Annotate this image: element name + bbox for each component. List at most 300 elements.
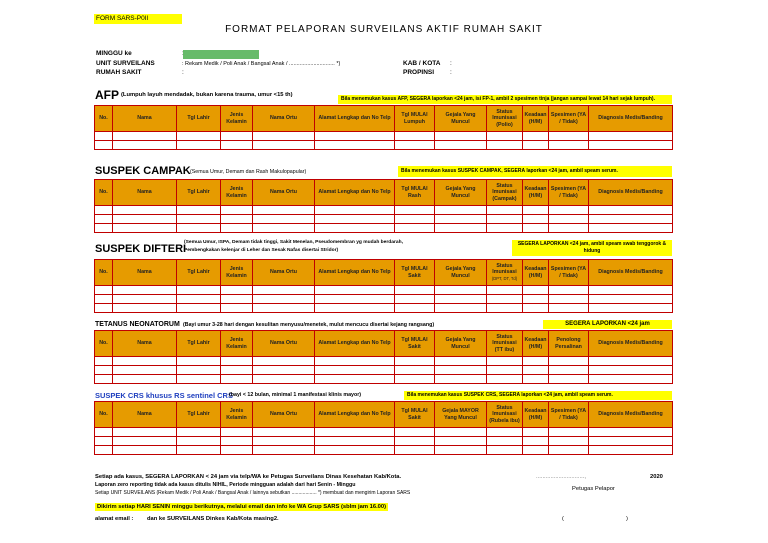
cell-tgl-mulai[interactable] — [395, 304, 435, 313]
column-header-tgl-lahir — [177, 180, 221, 206]
cell-spesimen[interactable] — [549, 224, 589, 233]
cell-tgl-mulai[interactable] — [395, 295, 435, 304]
cell-alamat[interactable] — [315, 375, 395, 384]
cell-alamat[interactable] — [315, 428, 395, 437]
cell-nama-ortu[interactable] — [253, 206, 315, 215]
cell-nama[interactable] — [113, 437, 177, 446]
column-header-label: Diagnosis Medis/Banding — [598, 269, 663, 276]
table-row — [95, 375, 673, 384]
cell-spesimen[interactable] — [549, 295, 589, 304]
cell-tgl-lahir[interactable] — [177, 366, 221, 375]
cell-tgl-lahir[interactable] — [177, 304, 221, 313]
cell-nama-ortu[interactable] — [253, 224, 315, 233]
cell-keadaan[interactable] — [523, 215, 549, 224]
cell-diagnosis[interactable] — [589, 141, 673, 150]
minggu-label: MINGGU ke — [96, 50, 132, 57]
cell-alamat[interactable] — [315, 304, 395, 313]
column-header-jenis-kelamin — [221, 180, 253, 206]
cell-nama[interactable] — [113, 357, 177, 366]
cell-nama[interactable] — [113, 132, 177, 141]
cell-keadaan[interactable] — [523, 304, 549, 313]
cell-tgl-mulai[interactable] — [395, 366, 435, 375]
column-header-label: Nama Ortu — [269, 115, 298, 122]
column-header-nama-ortu — [253, 331, 315, 357]
campak-note: Bila menemukan kasus SUSPEK CAMPAK, SEGERA laporkan <24 jam, ambil speam serum. — [398, 166, 672, 177]
column-header-keadaan — [523, 106, 549, 132]
cell-tgl-lahir[interactable] — [177, 224, 221, 233]
cell-diagnosis[interactable] — [589, 224, 673, 233]
cell-no[interactable] — [95, 215, 113, 224]
column-header-label: Gejala Yang Muncul — [445, 186, 476, 199]
column-header-label: Status Imunisasi (Rubela ibu) — [489, 404, 520, 424]
crs-title: SUSPEK CRS khusus RS sentinel CRS — [95, 391, 233, 400]
column-header-jenis-kelamin — [221, 331, 253, 357]
cell-diagnosis[interactable] — [589, 437, 673, 446]
cell-gejala[interactable] — [435, 215, 487, 224]
column-header-label: Spesimen (YA / Tidak) — [550, 112, 587, 125]
kab-label: KAB / KOTA — [403, 60, 441, 67]
column-header-spesimen — [549, 402, 589, 428]
cell-alamat[interactable] — [315, 295, 395, 304]
cell-diagnosis[interactable] — [589, 132, 673, 141]
tetanus-subtitle: (Bayi umur 3-28 hari dengan kesulitan menyusu/menetek, mulut mencucu disertai kejang rangsang) — [183, 322, 435, 328]
cell-spesimen[interactable] — [549, 366, 589, 375]
cell-jenis-kelamin[interactable] — [221, 215, 253, 224]
cell-jenis-kelamin[interactable] — [221, 428, 253, 437]
cell-nama[interactable] — [113, 224, 177, 233]
cell-gejala[interactable] — [435, 375, 487, 384]
cell-tgl-lahir[interactable] — [177, 437, 221, 446]
cell-gejala[interactable] — [435, 206, 487, 215]
crs-report-table — [94, 401, 673, 455]
column-header-nama-ortu — [253, 180, 315, 206]
column-header-label: Tgl Lahir — [187, 269, 210, 276]
cell-gejala[interactable] — [435, 295, 487, 304]
footer-email-label: alamat email : — [95, 516, 134, 522]
cell-status-imunisasi[interactable] — [487, 206, 523, 215]
cell-nama[interactable] — [113, 286, 177, 295]
cell-alamat[interactable] — [315, 206, 395, 215]
cell-status-imunisasi[interactable] — [487, 215, 523, 224]
column-header-label: Nama — [137, 189, 152, 196]
column-header-status-imunisasi — [487, 106, 523, 132]
column-header-alamat — [315, 106, 395, 132]
footer-line3: Setiap UNIT SURVEILANS (Rekam Medik / Poli Anak / Bangsal Anak / lainnya sebutkan .................. *) membuat dan mengirim Laporan SARS — [95, 490, 411, 496]
cell-tgl-mulai[interactable] — [395, 357, 435, 366]
cell-nama-ortu[interactable] — [253, 215, 315, 224]
column-header-spesimen — [549, 331, 589, 357]
cell-gejala[interactable] — [435, 141, 487, 150]
cell-spesimen[interactable] — [549, 437, 589, 446]
cell-status-imunisasi[interactable] — [487, 304, 523, 313]
rs-label: RUMAH SAKIT — [96, 69, 142, 76]
cell-status-imunisasi[interactable] — [487, 366, 523, 375]
cell-keadaan[interactable] — [523, 295, 549, 304]
cell-spesimen[interactable] — [549, 206, 589, 215]
difteri-title: SUSPEK DIFTERI — [95, 243, 187, 255]
column-header-nama — [113, 260, 177, 286]
cell-gejala[interactable] — [435, 132, 487, 141]
table-header-row — [95, 402, 673, 428]
cell-alamat[interactable] — [315, 141, 395, 150]
column-header-label: Status Imunisasi — [492, 262, 517, 276]
cell-no[interactable] — [95, 357, 113, 366]
cell-nama-ortu[interactable] — [253, 141, 315, 150]
column-header-gejala — [435, 106, 487, 132]
footer-line4: Dikirim setiap HARI SENIN minggu berikutnya, melalui email dan info ke WA Grup SARS (sblm jam 16.00) — [97, 504, 387, 510]
afp-note: Bila menemukan kasus AFP, SEGERA laporkan <24 jam, isi FP-1, ambil 2 spesimen tinja (jangan sampai lewat 14 hari sejak lumpuh). — [338, 95, 672, 104]
cell-spesimen[interactable] — [549, 446, 589, 455]
column-header-alamat — [315, 180, 395, 206]
column-header-label: Nama Ortu — [269, 340, 298, 347]
cell-status-imunisasi[interactable] — [487, 286, 523, 295]
cell-keadaan[interactable] — [523, 286, 549, 295]
column-header-label: Alamat Lengkap dan No Telp — [318, 411, 391, 418]
column-header-tgl-lahir — [177, 331, 221, 357]
campak-subtitle: (Semua Umur, Demam dan Rash Makulopapular) — [190, 169, 307, 175]
cell-jenis-kelamin[interactable] — [221, 224, 253, 233]
column-header-tgl-mulai — [395, 402, 435, 428]
table-row — [95, 215, 673, 224]
cell-keadaan[interactable] — [523, 132, 549, 141]
crs-subtitle: (bayi < 12 bulan, minimal 1 manifestasi klinis mayor) — [229, 392, 362, 398]
column-header-label: Nama Ortu — [269, 411, 298, 418]
difteri-note: SEGERA LAPORKAN <24 jam, ambil speam swab tenggorok & hidung — [512, 240, 672, 256]
cell-spesimen[interactable] — [549, 286, 589, 295]
column-header-label: Status Imunisasi (TT ibu) — [492, 333, 517, 353]
cell-tgl-lahir[interactable] — [177, 141, 221, 150]
cell-nama-ortu[interactable] — [253, 375, 315, 384]
cell-no[interactable] — [95, 366, 113, 375]
difteri-report-table — [94, 259, 673, 313]
cell-keadaan[interactable] — [523, 446, 549, 455]
cell-status-imunisasi[interactable] — [487, 132, 523, 141]
form-code: FORM SARS-P0II — [94, 14, 182, 24]
cell-jenis-kelamin[interactable] — [221, 295, 253, 304]
column-header-jenis-kelamin — [221, 260, 253, 286]
cell-tgl-mulai[interactable] — [395, 224, 435, 233]
table-row — [95, 428, 673, 437]
table-row — [95, 286, 673, 295]
cell-tgl-mulai[interactable] — [395, 375, 435, 384]
cell-tgl-lahir[interactable] — [177, 295, 221, 304]
sign-paren-close: ) — [626, 516, 628, 522]
kab-colon: : — [450, 60, 452, 67]
column-header-label: Gejala Yang Muncul — [445, 266, 476, 279]
column-header-spesimen — [549, 106, 589, 132]
cell-no[interactable] — [95, 375, 113, 384]
column-header-label: Jenis Kelamin — [226, 266, 247, 279]
column-header-no — [95, 331, 113, 357]
cell-nama[interactable] — [113, 428, 177, 437]
cell-no[interactable] — [95, 132, 113, 141]
cell-diagnosis[interactable] — [589, 286, 673, 295]
cell-spesimen[interactable] — [549, 132, 589, 141]
cell-tgl-mulai[interactable] — [395, 437, 435, 446]
cell-tgl-lahir[interactable] — [177, 428, 221, 437]
cell-diagnosis[interactable] — [589, 215, 673, 224]
cell-alamat[interactable] — [315, 366, 395, 375]
tetanus-note: SEGERA LAPORKAN <24 jam — [543, 320, 672, 329]
cell-no[interactable] — [95, 286, 113, 295]
cell-jenis-kelamin[interactable] — [221, 304, 253, 313]
table-row — [95, 437, 673, 446]
cell-gejala[interactable] — [435, 224, 487, 233]
cell-tgl-lahir[interactable] — [177, 132, 221, 141]
column-header-label: Alamat Lengkap dan No Telp — [318, 269, 391, 276]
cell-tgl-mulai[interactable] — [395, 206, 435, 215]
cell-alamat[interactable] — [315, 215, 395, 224]
column-header-label: Gejala Yang Muncul — [445, 112, 476, 125]
table-header-row — [95, 260, 673, 286]
cell-jenis-kelamin[interactable] — [221, 141, 253, 150]
column-header-nama-ortu — [253, 106, 315, 132]
column-header-label: Keadaan (H/M) — [524, 337, 547, 350]
cell-gejala[interactable] — [435, 437, 487, 446]
table-row — [95, 141, 673, 150]
cell-keadaan[interactable] — [523, 141, 549, 150]
cell-nama-ortu[interactable] — [253, 437, 315, 446]
table-header-row — [95, 331, 673, 357]
table-row — [95, 206, 673, 215]
cell-jenis-kelamin[interactable] — [221, 357, 253, 366]
cell-spesimen[interactable] — [549, 304, 589, 313]
column-header-label: Keadaan (H/M) — [524, 408, 547, 421]
cell-jenis-kelamin[interactable] — [221, 446, 253, 455]
cell-nama[interactable] — [113, 366, 177, 375]
column-header-label: Tgl Lahir — [187, 340, 210, 347]
column-header-tgl-mulai — [395, 331, 435, 357]
cell-nama-ortu[interactable] — [253, 286, 315, 295]
column-header-label: Nama Ortu — [269, 269, 298, 276]
column-header-label: Alamat Lengkap dan No Telp — [318, 340, 391, 347]
unit-value: : Rekam Medik / Poli Anak / Bangsal Anak / .............................. *) — [182, 61, 341, 67]
cell-no[interactable] — [95, 446, 113, 455]
cell-tgl-lahir[interactable] — [177, 357, 221, 366]
campak-report-table — [94, 179, 673, 233]
cell-nama[interactable] — [113, 295, 177, 304]
cell-nama-ortu[interactable] — [253, 428, 315, 437]
column-header-no — [95, 402, 113, 428]
column-header-nama-ortu — [253, 402, 315, 428]
column-header-keadaan — [523, 331, 549, 357]
column-header-label: Alamat Lengkap dan No Telp — [318, 115, 391, 122]
tetanus-report-table — [94, 330, 673, 384]
page-title: FORMAT PELAPORAN SURVEILANS AKTIF RUMAH SAKIT — [225, 24, 543, 35]
cell-jenis-kelamin[interactable] — [221, 132, 253, 141]
column-header-label: Diagnosis Medis/Banding — [598, 340, 663, 347]
cell-tgl-mulai[interactable] — [395, 215, 435, 224]
column-header-label: Tgl MULAI Sakit — [401, 337, 428, 350]
cell-tgl-mulai[interactable] — [395, 132, 435, 141]
cell-nama-ortu[interactable] — [253, 357, 315, 366]
cell-diagnosis[interactable] — [589, 357, 673, 366]
column-header-label: Tgl MULAI Lumpuh — [401, 112, 428, 125]
cell-status-imunisasi[interactable] — [487, 437, 523, 446]
difteri-table — [94, 259, 673, 313]
cell-nama[interactable] — [113, 215, 177, 224]
cell-gejala[interactable] — [435, 304, 487, 313]
cell-keadaan[interactable] — [523, 437, 549, 446]
column-header-label: Keadaan (H/M) — [524, 266, 547, 279]
cell-no[interactable] — [95, 437, 113, 446]
cell-gejala[interactable] — [435, 357, 487, 366]
difteri-subtitle-2: Pembengkakan kelenjar di Leher dan Sesak Nafas disertai Stridor) — [184, 248, 339, 253]
minggu-field[interactable] — [183, 50, 259, 59]
column-header-diagnosis — [589, 331, 673, 357]
cell-no[interactable] — [95, 141, 113, 150]
cell-jenis-kelamin[interactable] — [221, 366, 253, 375]
imunisasi-subnote: (DPT, DT, Td) — [491, 275, 518, 281]
cell-diagnosis[interactable] — [589, 206, 673, 215]
column-header-diagnosis — [589, 180, 673, 206]
cell-nama[interactable] — [113, 375, 177, 384]
column-header-tgl-lahir — [177, 260, 221, 286]
cell-gejala[interactable] — [435, 286, 487, 295]
cell-jenis-kelamin[interactable] — [221, 437, 253, 446]
column-header-label: Nama — [137, 411, 152, 418]
cell-keadaan[interactable] — [523, 357, 549, 366]
cell-status-imunisasi[interactable] — [487, 295, 523, 304]
column-header-spesimen — [549, 180, 589, 206]
cell-gejala[interactable] — [435, 446, 487, 455]
cell-tgl-lahir[interactable] — [177, 206, 221, 215]
column-header-alamat — [315, 402, 395, 428]
cell-tgl-lahir[interactable] — [177, 446, 221, 455]
cell-diagnosis[interactable] — [589, 295, 673, 304]
cell-tgl-mulai[interactable] — [395, 446, 435, 455]
column-header-label: No. — [99, 269, 108, 276]
rs-colon: : — [182, 69, 184, 76]
cell-nama-ortu[interactable] — [253, 446, 315, 455]
cell-keadaan[interactable] — [523, 375, 549, 384]
column-header-label: Spesimen (YA / Tidak) — [550, 186, 587, 199]
table-row — [95, 295, 673, 304]
column-header-label: Alamat Lengkap dan No Telp — [318, 189, 391, 196]
table-header-row — [95, 106, 673, 132]
cell-status-imunisasi[interactable] — [487, 357, 523, 366]
cell-nama[interactable] — [113, 304, 177, 313]
column-header-label: No. — [99, 115, 108, 122]
cell-jenis-kelamin[interactable] — [221, 375, 253, 384]
crs-table — [94, 401, 673, 455]
cell-diagnosis[interactable] — [589, 304, 673, 313]
column-header-no — [95, 260, 113, 286]
column-header-nama — [113, 402, 177, 428]
cell-status-imunisasi[interactable] — [487, 224, 523, 233]
cell-no[interactable] — [95, 295, 113, 304]
column-header-label: Tgl Lahir — [187, 115, 210, 122]
column-header-alamat — [315, 331, 395, 357]
cell-gejala[interactable] — [435, 428, 487, 437]
cell-alamat[interactable] — [315, 224, 395, 233]
column-header-keadaan — [523, 402, 549, 428]
cell-diagnosis[interactable] — [589, 446, 673, 455]
cell-tgl-mulai[interactable] — [395, 428, 435, 437]
column-header-nama — [113, 180, 177, 206]
cell-keadaan[interactable] — [523, 428, 549, 437]
column-header-label: Diagnosis Medis/Banding — [598, 411, 663, 418]
column-header-label: Jenis Kelamin — [226, 186, 247, 199]
cell-jenis-kelamin[interactable] — [221, 206, 253, 215]
table-row — [95, 224, 673, 233]
cell-tgl-mulai[interactable] — [395, 141, 435, 150]
cell-tgl-mulai[interactable] — [395, 286, 435, 295]
report-year: 2020 — [650, 474, 663, 480]
column-header-gejala — [435, 260, 487, 286]
cell-diagnosis[interactable] — [589, 375, 673, 384]
afp-report-table — [94, 105, 673, 150]
column-header-tgl-mulai — [395, 106, 435, 132]
cell-nama-ortu[interactable] — [253, 132, 315, 141]
cell-status-imunisasi[interactable] — [487, 141, 523, 150]
cell-alamat[interactable] — [315, 132, 395, 141]
cell-nama-ortu[interactable] — [253, 295, 315, 304]
cell-keadaan[interactable] — [523, 366, 549, 375]
cell-tgl-lahir[interactable] — [177, 215, 221, 224]
column-header-gejala — [435, 331, 487, 357]
afp-table — [94, 105, 673, 150]
cell-diagnosis[interactable] — [589, 428, 673, 437]
cell-nama-ortu[interactable] — [253, 366, 315, 375]
cell-spesimen[interactable] — [549, 357, 589, 366]
cell-status-imunisasi[interactable] — [487, 446, 523, 455]
cell-spesimen[interactable] — [549, 375, 589, 384]
cell-status-imunisasi[interactable] — [487, 428, 523, 437]
cell-keadaan[interactable] — [523, 206, 549, 215]
cell-spesimen[interactable] — [549, 215, 589, 224]
cell-diagnosis[interactable] — [589, 366, 673, 375]
cell-no[interactable] — [95, 428, 113, 437]
cell-nama[interactable] — [113, 446, 177, 455]
table-row — [95, 446, 673, 455]
column-header-gejala — [435, 402, 487, 428]
cell-nama[interactable] — [113, 141, 177, 150]
column-header-label: Nama — [137, 269, 152, 276]
afp-subtitle: (Lumpuh layuh mendadak, bukan karena trauma, umur <15 th) — [121, 92, 293, 98]
column-header-status-imunisasi — [487, 180, 523, 206]
cell-jenis-kelamin[interactable] — [221, 286, 253, 295]
unit-label: UNIT SURVEILANS — [96, 60, 155, 67]
column-header-tgl-mulai — [395, 180, 435, 206]
cell-alamat[interactable] — [315, 437, 395, 446]
difteri-subtitle-1: (Semua Umur, ISPA, Demam tidak tinggi, Sakit Menelan, Pseudomembran yg mudah berdarah, — [184, 240, 403, 245]
column-header-no — [95, 180, 113, 206]
prop-colon: : — [450, 69, 452, 76]
column-header-label: Diagnosis Medis/Banding — [598, 189, 663, 196]
cell-alamat[interactable] — [315, 286, 395, 295]
cell-tgl-lahir[interactable] — [177, 286, 221, 295]
cell-keadaan[interactable] — [523, 224, 549, 233]
cell-spesimen[interactable] — [549, 141, 589, 150]
cell-alamat[interactable] — [315, 446, 395, 455]
column-header-label: Nama — [137, 340, 152, 347]
cell-nama-ortu[interactable] — [253, 304, 315, 313]
cell-nama[interactable] — [113, 206, 177, 215]
cell-alamat[interactable] — [315, 357, 395, 366]
column-header-label: Keadaan (H/M) — [524, 112, 547, 125]
cell-no[interactable] — [95, 304, 113, 313]
cell-tgl-lahir[interactable] — [177, 375, 221, 384]
column-header-status-imunisasi — [487, 331, 523, 357]
cell-status-imunisasi[interactable] — [487, 375, 523, 384]
cell-gejala[interactable] — [435, 366, 487, 375]
cell-spesimen[interactable] — [549, 428, 589, 437]
column-header-status-imunisasi — [487, 260, 523, 286]
cell-no[interactable] — [95, 206, 113, 215]
report-date: .............................., — [536, 474, 586, 480]
cell-no[interactable] — [95, 224, 113, 233]
